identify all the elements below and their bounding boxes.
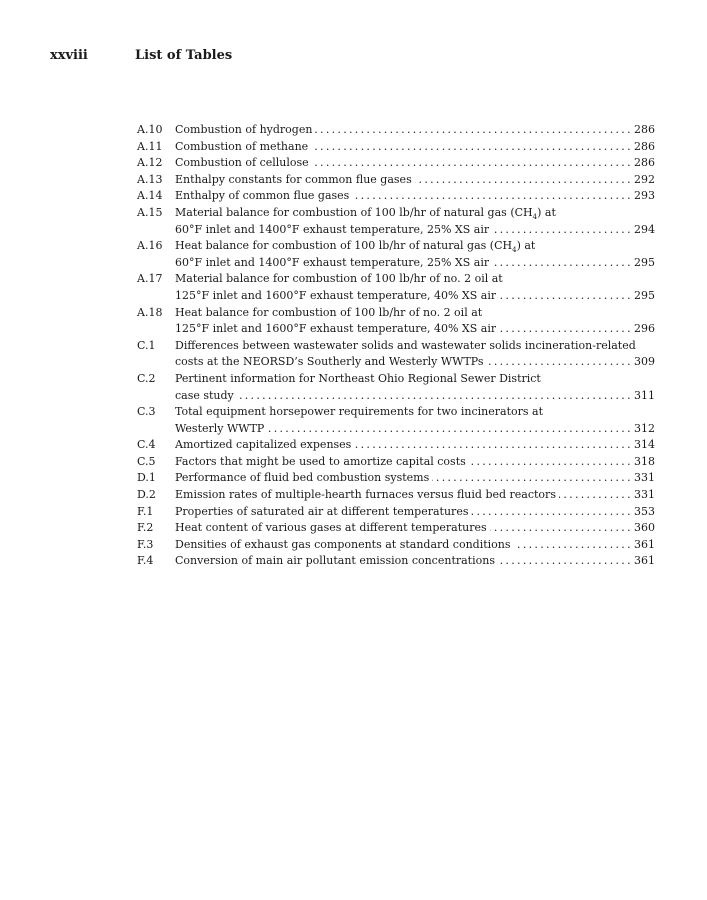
table-page-number: 296 bbox=[634, 322, 655, 336]
table-page-number: 318 bbox=[634, 454, 655, 468]
table-entry-line bbox=[137, 122, 655, 139]
leader-dots bbox=[415, 172, 630, 189]
table-page-number: 361 bbox=[634, 537, 655, 551]
table-number: A.12 bbox=[137, 156, 163, 170]
table-entry-line bbox=[137, 437, 655, 454]
table-entry-line bbox=[137, 388, 655, 405]
leader-dots bbox=[469, 454, 630, 471]
table-entry[interactable] bbox=[137, 371, 655, 404]
table-page-number: 295 bbox=[634, 255, 655, 269]
table-title: 60°F inlet and 1400°F exhaust temperature, 25% XS air bbox=[175, 222, 490, 236]
table-title: Westerly WWTP bbox=[175, 421, 265, 435]
page-title: List of Tables bbox=[135, 48, 233, 63]
leader-dots bbox=[499, 288, 630, 305]
table-title: 60°F inlet and 1400°F exhaust temperature, 25% XS air bbox=[175, 255, 490, 269]
table-entry[interactable] bbox=[137, 188, 655, 205]
table-entry[interactable] bbox=[137, 520, 655, 537]
table-entry[interactable] bbox=[137, 238, 655, 271]
table-entry-line bbox=[137, 354, 655, 371]
leader-dots bbox=[499, 321, 630, 338]
table-number: A.10 bbox=[137, 123, 163, 136]
table-title: Combustion of hydrogen bbox=[175, 123, 313, 136]
table-entry-line bbox=[137, 255, 655, 272]
leader-dots bbox=[354, 437, 630, 454]
table-page-number: 294 bbox=[634, 222, 655, 236]
page-number: xxviii bbox=[50, 48, 88, 63]
table-entry-line bbox=[137, 371, 655, 388]
table-entry[interactable] bbox=[137, 139, 655, 156]
table-entry[interactable] bbox=[137, 404, 655, 437]
leader-dots bbox=[490, 520, 630, 537]
page-header bbox=[50, 48, 657, 68]
table-entry[interactable] bbox=[137, 305, 655, 338]
table-page-number: 360 bbox=[634, 521, 655, 535]
list-of-tables bbox=[137, 122, 655, 570]
table-entry-line bbox=[137, 288, 655, 305]
table-entry-line bbox=[137, 238, 655, 255]
table-entry-line bbox=[137, 205, 655, 222]
table-page-number: 353 bbox=[634, 504, 655, 518]
table-page-number: 331 bbox=[634, 488, 655, 502]
table-entry[interactable] bbox=[137, 338, 655, 371]
table-title: Heat content of various gases at different temperatures bbox=[175, 521, 487, 535]
table-title: Enthalpy constants for common flue gases bbox=[175, 172, 412, 186]
table-number: C.4 bbox=[137, 438, 156, 452]
table-entry-line bbox=[137, 504, 655, 521]
table-entry[interactable] bbox=[137, 537, 655, 554]
table-page-number: 361 bbox=[634, 554, 655, 568]
leader-dots bbox=[514, 537, 630, 554]
table-entry-line bbox=[137, 553, 655, 570]
table-entry-line bbox=[137, 537, 655, 554]
table-entry-line bbox=[137, 470, 655, 487]
table-entry[interactable] bbox=[137, 487, 655, 504]
table-number: C.3 bbox=[137, 405, 156, 419]
table-entry[interactable] bbox=[137, 470, 655, 487]
table-title: Performance of fluid bed combustion systems bbox=[175, 471, 430, 485]
table-page-number: 286 bbox=[634, 123, 655, 136]
table-number: A.18 bbox=[137, 305, 163, 319]
leader-dots bbox=[267, 421, 630, 438]
table-entry[interactable] bbox=[137, 553, 655, 570]
table-page-number: 331 bbox=[634, 471, 655, 485]
table-number: F.3 bbox=[137, 537, 154, 551]
table-number: F.4 bbox=[137, 554, 154, 568]
table-entry-line bbox=[137, 172, 655, 189]
table-entry[interactable] bbox=[137, 172, 655, 189]
table-entry-line bbox=[137, 139, 655, 156]
table-title: Factors that might be used to amortize capital costs bbox=[175, 454, 466, 468]
table-entry-line bbox=[137, 404, 655, 421]
table-page-number: 293 bbox=[634, 189, 655, 203]
table-page-number: 286 bbox=[634, 156, 655, 170]
leader-dots bbox=[487, 354, 630, 371]
table-title: Properties of saturated air at different temperatures bbox=[175, 504, 469, 518]
table-entry[interactable] bbox=[137, 122, 655, 139]
table-page-number: 292 bbox=[634, 172, 655, 186]
table-title: Material balance for combustion of 100 lb/hr of no. 2 oil at bbox=[175, 272, 503, 286]
table-number: C.2 bbox=[137, 371, 156, 385]
leader-dots bbox=[237, 388, 630, 405]
table-entry[interactable] bbox=[137, 437, 655, 454]
table-title: Combustion of cellulose bbox=[175, 156, 309, 170]
table-title: Amortized capitalized expenses bbox=[175, 438, 352, 452]
table-entry-line bbox=[137, 188, 655, 205]
table-page-number: 286 bbox=[634, 139, 655, 153]
table-entry[interactable] bbox=[137, 205, 655, 238]
table-title: Combustion of methane bbox=[175, 139, 309, 153]
table-page-number: 311 bbox=[634, 388, 655, 402]
leader-dots bbox=[471, 504, 630, 521]
table-title: case study bbox=[175, 388, 234, 402]
table-entry-line bbox=[137, 222, 655, 239]
leader-dots bbox=[498, 553, 630, 570]
table-title: Material balance for combustion of 100 lb/hr of natural gas $(CH_4)$ at bbox=[175, 205, 556, 222]
table-entry-line bbox=[137, 421, 655, 438]
table-number: A.17 bbox=[137, 272, 163, 286]
table-entry-line bbox=[137, 155, 655, 172]
leader-dots bbox=[559, 487, 630, 504]
table-entry-line bbox=[137, 454, 655, 471]
leader-dots bbox=[311, 139, 630, 156]
leader-dots bbox=[352, 188, 630, 205]
table-entry[interactable] bbox=[137, 155, 655, 172]
table-entry-line bbox=[137, 305, 655, 322]
table-number: A.15 bbox=[137, 205, 163, 219]
table-page-number: 295 bbox=[634, 288, 655, 302]
table-entry-line bbox=[137, 520, 655, 537]
table-title: Enthalpy of common flue gases bbox=[175, 189, 350, 203]
leader-dots bbox=[492, 255, 630, 272]
table-title: Differences between wastewater solids and wastewater solids incineration-related bbox=[175, 338, 636, 352]
table-page-number: 309 bbox=[634, 355, 655, 369]
table-title: Heat balance for combustion of 100 lb/hr of no. 2 oil at bbox=[175, 305, 483, 319]
table-title: 125°F inlet and 1600°F exhaust temperature, 40% XS air bbox=[175, 288, 497, 302]
leader-dots bbox=[312, 155, 630, 172]
table-entry[interactable] bbox=[137, 271, 655, 304]
table-number: A.14 bbox=[137, 189, 163, 203]
table-number: A.13 bbox=[137, 172, 163, 186]
table-number: A.11 bbox=[137, 139, 163, 153]
table-title: 125°F inlet and 1600°F exhaust temperature, 40% XS air bbox=[175, 322, 497, 336]
leader-dots bbox=[315, 122, 630, 139]
table-entry[interactable] bbox=[137, 454, 655, 471]
table-entry-line bbox=[137, 321, 655, 338]
table-number: A.16 bbox=[137, 239, 163, 253]
table-entry-line bbox=[137, 487, 655, 504]
table-title: Emission rates of multiple-hearth furnaces versus fluid bed reactors bbox=[175, 488, 556, 502]
table-entry-line bbox=[137, 271, 655, 288]
table-title: Heat balance for combustion of 100 lb/hr of natural gas $(CH_4)$ at bbox=[175, 239, 536, 255]
table-number: D.2 bbox=[137, 488, 156, 502]
table-number: D.1 bbox=[137, 471, 156, 485]
table-title: Conversion of main air pollutant emission concentrations bbox=[175, 554, 495, 568]
table-entry-line bbox=[137, 338, 655, 355]
table-title: Densities of exhaust gas components at standard conditions bbox=[175, 537, 511, 551]
table-entry[interactable] bbox=[137, 504, 655, 521]
table-number: F.2 bbox=[137, 521, 154, 535]
table-page-number: 312 bbox=[634, 421, 655, 435]
table-title: costs at the NEORSD’s Southerly and Westerly WWTPs bbox=[175, 355, 484, 369]
table-number: C.5 bbox=[137, 454, 156, 468]
leader-dots bbox=[432, 470, 630, 487]
table-page-number: 314 bbox=[634, 438, 655, 452]
table-title: Pertinent information for Northeast Ohio Regional Sewer District bbox=[175, 371, 541, 385]
leader-dots bbox=[492, 222, 630, 239]
table-title: Total equipment horsepower requirements for two incinerators at bbox=[175, 405, 543, 419]
table-number: C.1 bbox=[137, 338, 156, 352]
table-number: F.1 bbox=[137, 504, 154, 518]
